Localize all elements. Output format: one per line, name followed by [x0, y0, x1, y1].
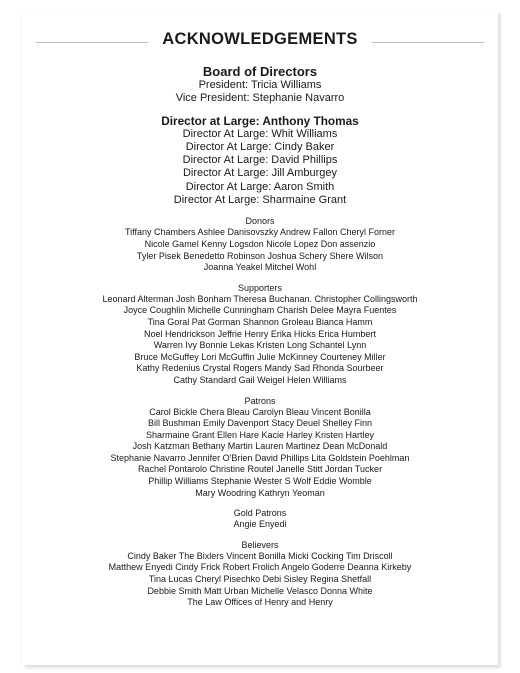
director-line: Director At Large: Sharmaine Grant: [173, 194, 347, 207]
patrons-line: Stephanie Navarro Jennifer O'Brien David Phillips Lita Goldstein Poehlman: [110, 452, 410, 463]
donors-line: Tyler Pisek Benedetto Robinson Joshua Schery Shere Wilson: [136, 250, 384, 261]
patrons-line: Bill Bushman Emily Davenport Stacy Deuel Shelley Finn: [147, 418, 373, 429]
supporters-line: Joyce Coughlin Michelle Cunningham Charish Delee Mayra Fuentes: [123, 305, 397, 316]
patrons-heading: Patrons: [244, 395, 276, 406]
director-line: Director At Large: Whit Williams: [182, 127, 338, 140]
donors-section: [22, 216, 498, 273]
director-at-large-section: [22, 114, 498, 208]
patrons-line: Phillip Williams Stephanie Wester S Wolf Eddie Womble: [148, 476, 372, 487]
believers-section: [22, 540, 498, 609]
board-line: President: Tricia Williams: [198, 79, 322, 91]
patrons-section: [22, 396, 498, 500]
gold-patrons-heading: Gold Patrons: [233, 508, 287, 519]
header-rule-right: [372, 42, 484, 43]
gold-patrons-section: [22, 508, 498, 531]
believers-line: Matthew Enyedi Cindy Frick Robert Frolich Angelo Goderre Deanna Kirkeby: [108, 562, 412, 573]
believers-line: Tina Lucas Cheryl Pisechko Debi Sisley Regina Shetfall: [148, 574, 372, 585]
director-line: Director At Large: Cindy Baker: [185, 140, 335, 153]
donors-line: Nicole Gamel Kenny Logsdon Nicole Lopez Don assenzio: [144, 238, 376, 249]
patrons-line: Josh Katzman Bethany Martin Lauren Martinez Dean McDonald: [132, 441, 388, 452]
believers-heading: Believers: [241, 539, 279, 550]
supporters-line: Cathy Standard Gail Weigel Helen Williams: [173, 374, 347, 385]
acknowledgements-content: [22, 64, 498, 609]
patrons-line: Rachel Pontarolo Christine Routel Janelle Stitt Jordan Tucker: [137, 464, 383, 475]
supporters-section: [22, 283, 498, 387]
director-line: Director At Large: Aaron Smith: [185, 180, 335, 193]
believers-line: Debbie Smith Matt Urban Michelle Velasco Donna White: [147, 585, 373, 596]
gold-patrons-line: Angie Enyedi: [233, 519, 287, 530]
supporters-line: Leonard Alterman Josh Bonham Theresa Buchanan. Christopher Collingsworth: [102, 293, 418, 304]
patrons-line: Sharmaine Grant Ellen Hare Kacie Harley Kristen Hartley: [145, 429, 375, 440]
board-section: [22, 64, 498, 106]
director-line: Director At Large: David Phillips: [182, 154, 338, 167]
director-line: Director At Large: Jill Amburgey: [182, 167, 338, 180]
document-page: [22, 10, 498, 665]
believers-line: The Law Offices of Henry and Henry: [187, 597, 333, 608]
donors-line: Joanna Yeakel Mitchel Wohl: [203, 262, 317, 273]
patrons-line: Carol Bickle Chera Bleau Carolyn Bleau Vincent Bonilla: [149, 406, 371, 417]
page-header: [22, 30, 498, 56]
board-heading: Board of Directors: [202, 64, 318, 79]
patrons-line: Mary Woodring Kathryn Yeoman: [195, 487, 325, 498]
believers-line: Cindy Baker The Bixlers Vincent Bonilla Micki Cocking Tim Driscoll: [127, 550, 393, 561]
supporters-line: Tina Goral Pat Gorman Shannon Groleau Bianca Hamm: [147, 316, 373, 327]
supporters-line: Bruce McGuffey Lori McGuffin Julie McKinney Courteney Miller: [134, 351, 386, 362]
supporters-line: Warren Ivy Bonnie Lekas Kristen Long Schantel Lynn: [153, 340, 367, 351]
supporters-heading: Supporters: [237, 282, 283, 293]
supporters-line: Kathy Redenius Crystal Rogers Mandy Sad Rhonda Sourbeer: [136, 363, 384, 374]
page-title: ACKNOWLEDGEMENTS: [162, 30, 358, 48]
board-line: Vice President: Stephanie Navarro: [175, 92, 345, 105]
director-at-large-heading: Director at Large: Anthony Thomas: [161, 113, 359, 128]
donors-heading: Donors: [245, 216, 275, 227]
supporters-line: Noel Hendrickson Jeffrie Henry Erika Hicks Erica Humbert: [144, 328, 376, 339]
donors-line: Tiffany Chambers Ashlee Danisovszky Andrew Fallon Cheryl Forner: [124, 227, 396, 238]
